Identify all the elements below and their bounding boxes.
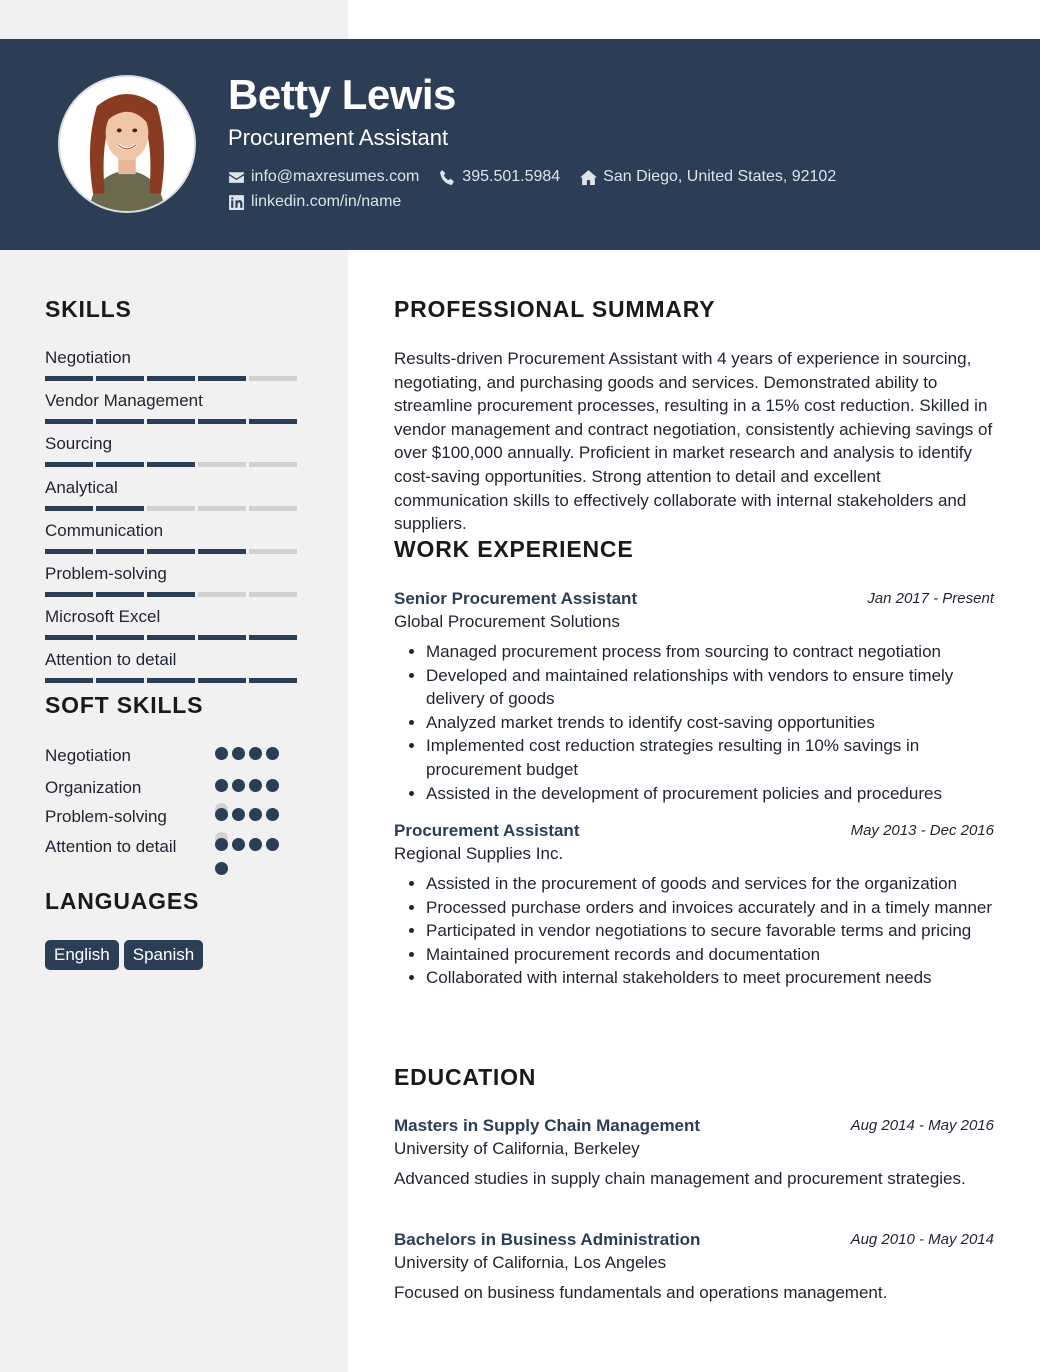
- soft-skill-dot: [232, 747, 245, 760]
- job-bullets: [394, 640, 994, 805]
- contact-row: [228, 168, 856, 186]
- resume-header: [0, 39, 1040, 250]
- soft-skill-dot: [266, 838, 279, 851]
- linkedin-text: linkedin.com/in/name: [251, 193, 402, 210]
- skill-level-segment: [147, 419, 195, 424]
- job-company: Global Procurement Solutions: [394, 612, 620, 631]
- summary-text: Results-driven Procurement Assistant with 4 years of experience in sourcing, negotiating, and purchasing goods and services. Demonstrated ability to streamline procurement processes, resulting in a 15% cost reduction. Skilled in vendor management and contract negotiation, consistently achieving savings of over $100,000 annually. Proficient in market research and analysis to identify cost-saving opportunities. Strong attention to detail and excellent communication skills to effectively collaborate with internal stakeholders and suppliers.: [394, 349, 993, 534]
- list-item: • Processed purchase orders and invoices accurately and in a timely manner: [426, 896, 994, 920]
- skill-level-segment: [198, 592, 246, 597]
- experience-entry: [394, 820, 994, 990]
- skill-level-segment: [249, 419, 297, 424]
- list-item: • Assisted in the procurement of goods and services for the organization: [426, 872, 994, 896]
- education-entry: [394, 1229, 994, 1305]
- location-text: San Diego, United States, 92102: [603, 168, 837, 185]
- skill-level-segment: [198, 419, 246, 424]
- school-name: University of California, Los Angeles: [394, 1253, 667, 1272]
- linkedin-icon: [228, 194, 245, 211]
- phone-text: 395.501.5984: [462, 168, 561, 185]
- candidate-title: Procurement Assistant: [228, 125, 449, 150]
- skill-level-segment: [96, 376, 144, 381]
- skill-level-segment: [45, 376, 93, 381]
- skill-level-segment: [147, 506, 195, 511]
- skill-level-segment: [96, 635, 144, 640]
- skill-level-segment: [198, 635, 246, 640]
- skill-level-segment: [45, 506, 93, 511]
- skill-level-segment: [198, 376, 246, 381]
- skill-level-segment: [147, 376, 195, 381]
- education-heading: EDUCATION: [394, 1064, 537, 1090]
- skill-level-bar: [45, 592, 305, 597]
- job-title: Senior Procurement Assistant: [394, 589, 638, 608]
- experience-heading: WORK EXPERIENCE: [394, 536, 634, 562]
- skill-label: Vendor Management: [45, 391, 203, 411]
- skill-row: [45, 348, 305, 391]
- skill-level-bar: [45, 678, 305, 683]
- soft-skill-dot: [215, 862, 228, 875]
- skill-level-segment: [45, 678, 93, 683]
- soft-skill-label: Attention to detail: [45, 837, 177, 856]
- avatar: [58, 75, 196, 213]
- skill-row: [45, 521, 305, 564]
- job-date: Jan 2017 - Present: [867, 590, 994, 607]
- list-item: • Participated in vendor negotiations to secure favorable terms and pricing: [426, 919, 994, 943]
- skill-level-segment: [249, 678, 297, 683]
- skill-level-segment: [198, 549, 246, 554]
- language-badge: English: [45, 940, 119, 970]
- soft-skill-dot: [215, 779, 228, 792]
- skill-level-bar: [45, 376, 305, 381]
- skill-level-segment: [147, 678, 195, 683]
- skill-level-segment: [198, 462, 246, 467]
- degree-title: Bachelors in Business Administration: [394, 1230, 701, 1249]
- skill-level-segment: [45, 419, 93, 424]
- soft-skill-dot: [215, 808, 228, 821]
- skill-level-segment: [96, 419, 144, 424]
- summary-heading: PROFESSIONAL SUMMARY: [394, 296, 716, 322]
- skill-label: Communication: [45, 520, 164, 540]
- skill-level-segment: [45, 635, 93, 640]
- skill-level-bar: [45, 506, 305, 511]
- skill-level-bar: [45, 635, 305, 640]
- degree-description: Focused on business fundamentals and operations management.: [394, 1283, 888, 1302]
- list-item: • Implemented cost reduction strategies resulting in 10% savings in procurement budget: [426, 734, 994, 781]
- education-entry: [394, 1115, 994, 1191]
- skill-level-segment: [96, 506, 144, 511]
- skill-level-bar: [45, 462, 305, 467]
- skill-label: Attention to detail: [45, 650, 177, 670]
- skill-label: Negotiation: [45, 348, 132, 367]
- degree-date: Aug 2014 - May 2016: [850, 1117, 994, 1134]
- skill-level-segment: [249, 462, 297, 467]
- list-item: • Collaborated with internal stakeholders to meet procurement needs: [426, 966, 994, 990]
- soft-skill-dot: [249, 779, 262, 792]
- soft-skill-label: Negotiation: [45, 746, 132, 765]
- list-item: • Analyzed market trends to identify cost-saving opportunities: [426, 711, 994, 735]
- list-item: • Developed and maintained relationships with vendors to ensure timely delivery of goods: [426, 664, 994, 711]
- degree-date: Aug 2010 - May 2014: [850, 1231, 994, 1248]
- soft-skills-heading: SOFT SKILLS: [45, 692, 204, 718]
- skill-level-bar: [45, 419, 305, 424]
- skill-level-segment: [96, 592, 144, 597]
- skill-row: [45, 478, 305, 521]
- skill-level-segment: [147, 592, 195, 597]
- list-item: • Assisted in the development of procurement policies and procedures: [426, 782, 994, 806]
- degree-title: Masters in Supply Chain Management: [394, 1116, 701, 1135]
- skill-level-segment: [45, 549, 93, 554]
- skill-level-segment: [147, 635, 195, 640]
- skill-row: [45, 391, 305, 434]
- soft-skill-dot: [232, 779, 245, 792]
- skill-label: Problem-solving: [45, 564, 167, 583]
- skill-level-segment: [96, 462, 144, 467]
- profile-photo: [60, 77, 194, 211]
- skill-level-segment: [96, 549, 144, 554]
- skill-level-segment: [249, 549, 297, 554]
- soft-skill-dot: [249, 747, 262, 760]
- skill-row: [45, 650, 305, 693]
- skill-level-segment: [249, 635, 297, 640]
- degree-description: Advanced studies in supply chain management and procurement strategies.: [394, 1169, 966, 1188]
- skill-level-segment: [147, 549, 195, 554]
- contact-email[interactable]: [228, 168, 419, 186]
- skill-level-segment: [249, 376, 297, 381]
- skill-level-segment: [96, 678, 144, 683]
- list-item: • Maintained procurement records and documentation: [426, 943, 994, 967]
- skill-label: Analytical: [45, 477, 118, 497]
- job-title: Procurement Assistant: [394, 821, 580, 840]
- skills-heading: SKILLS: [45, 296, 132, 322]
- phone-icon: [439, 169, 456, 186]
- soft-skill-dot: [266, 808, 279, 821]
- job-date: May 2013 - Dec 2016: [850, 822, 994, 839]
- soft-skill-dots: [215, 838, 295, 886]
- soft-skill-dot: [215, 838, 228, 851]
- soft-skill-label: Problem-solving: [45, 807, 167, 826]
- skill-level-segment: [45, 462, 93, 467]
- languages-list: [45, 940, 208, 970]
- languages-heading: LANGUAGES: [45, 888, 200, 914]
- home-icon: [580, 169, 597, 186]
- email-text: info@maxresumes.com: [251, 168, 420, 185]
- skill-level-segment: [45, 592, 93, 597]
- contact-linkedin[interactable]: [228, 193, 401, 211]
- contact-location: [580, 168, 836, 186]
- experience-entry: [394, 588, 994, 805]
- envelope-icon: [228, 169, 245, 186]
- soft-skill-label: Organization: [45, 778, 142, 797]
- skill-level-segment: [249, 506, 297, 511]
- soft-skill-dot: [232, 808, 245, 821]
- soft-skill-dots: [215, 747, 295, 771]
- list-item: • Managed procurement process from sourcing to contract negotiation: [426, 640, 994, 664]
- contact-phone[interactable]: [439, 168, 560, 186]
- language-badge: Spanish: [124, 940, 203, 970]
- soft-skill-dot: [249, 808, 262, 821]
- skill-row: [45, 607, 305, 650]
- soft-skill-dot: [249, 838, 262, 851]
- skill-level-segment: [249, 592, 297, 597]
- soft-skill-dot: [266, 747, 279, 760]
- soft-skill-dot: [232, 838, 245, 851]
- skill-row: [45, 434, 305, 477]
- candidate-name: Betty Lewis: [228, 71, 456, 118]
- school-name: University of California, Berkeley: [394, 1139, 640, 1158]
- job-bullets: [394, 872, 994, 990]
- skill-label: Sourcing: [45, 434, 113, 454]
- skill-level-segment: [198, 678, 246, 683]
- soft-skill-dot: [215, 747, 228, 760]
- skill-level-segment: [147, 462, 195, 467]
- skill-level-segment: [198, 506, 246, 511]
- job-company: Regional Supplies Inc.: [394, 844, 564, 863]
- soft-skill-dot: [266, 779, 279, 792]
- contact-row-secondary: [228, 193, 421, 211]
- skill-label: Microsoft Excel: [45, 607, 161, 627]
- skill-row: [45, 564, 305, 607]
- skill-level-bar: [45, 549, 305, 554]
